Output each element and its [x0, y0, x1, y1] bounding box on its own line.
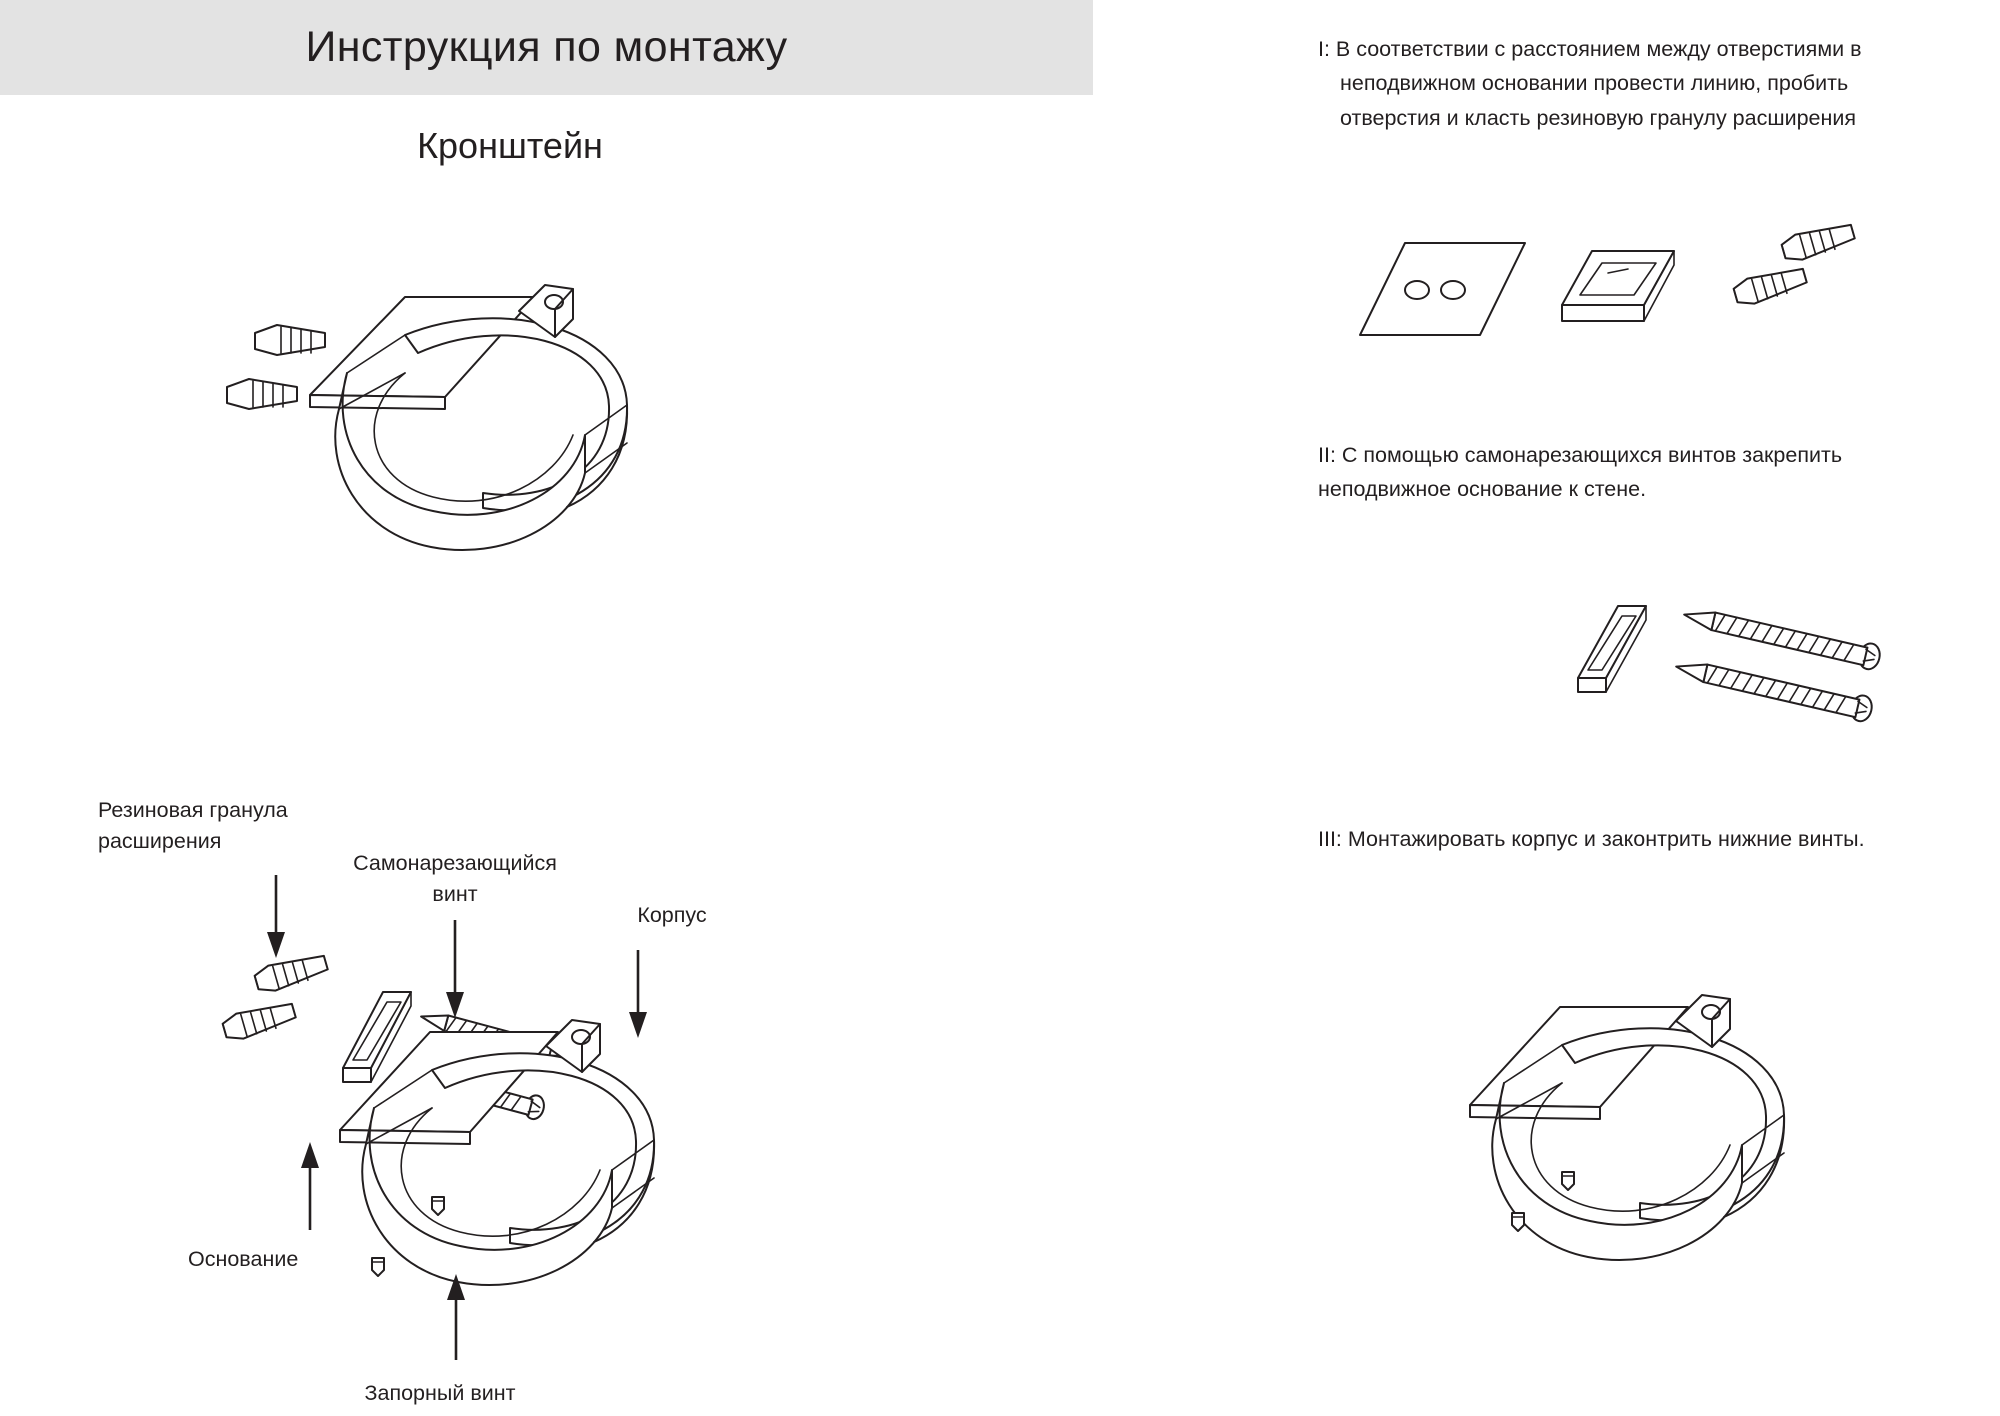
step-3-assembly-figure — [1450, 985, 1850, 1285]
step-2-text: II: С помощью самонарезающихся винтов закрепить неподвижное основание к стене. — [1318, 443, 1843, 502]
step-3-text: III: Монтажировать корпус и законтрить нижние винты. — [1318, 827, 1865, 851]
page-title: Инструкция по монтажу — [305, 23, 788, 71]
callout-screw-line-2: винт — [432, 882, 478, 907]
step-1-line-2: неподвижном основании провести линию, пробить — [1340, 71, 1849, 96]
callout-granule-line-1: Резиновая гранула — [98, 798, 288, 822]
callout-granule — [98, 795, 358, 857]
step-1-text — [1318, 32, 1968, 135]
callout-lock-screw: Запорный винт — [364, 1381, 516, 1405]
callout-granule-line-2: расширения — [98, 829, 222, 854]
step-2-parts-figure — [1560, 590, 1980, 720]
top-assembly-figure — [255, 275, 735, 605]
step-1-line-1: I: В соответствии с расстоянием между отверстиями в — [1318, 37, 1862, 61]
step-1-line-3: отверстия и класть резиновую гранулу расширения — [1340, 105, 1857, 130]
page-subtitle: Кронштейн — [417, 125, 603, 166]
arrow-granule — [267, 875, 285, 958]
callout-body: Корпус — [637, 903, 707, 927]
lock-screw-upper — [1562, 1172, 1574, 1190]
callout-screw-line-1: Самонарезающийся — [353, 851, 557, 875]
step-1-parts-figure — [1350, 225, 1910, 365]
lock-screw-lower — [1512, 1213, 1524, 1231]
exploded-view-figure — [215, 950, 855, 1370]
lock-screw-upper — [432, 1197, 444, 1215]
callout-base: Основание — [188, 1247, 299, 1271]
callout-screw — [325, 848, 585, 910]
